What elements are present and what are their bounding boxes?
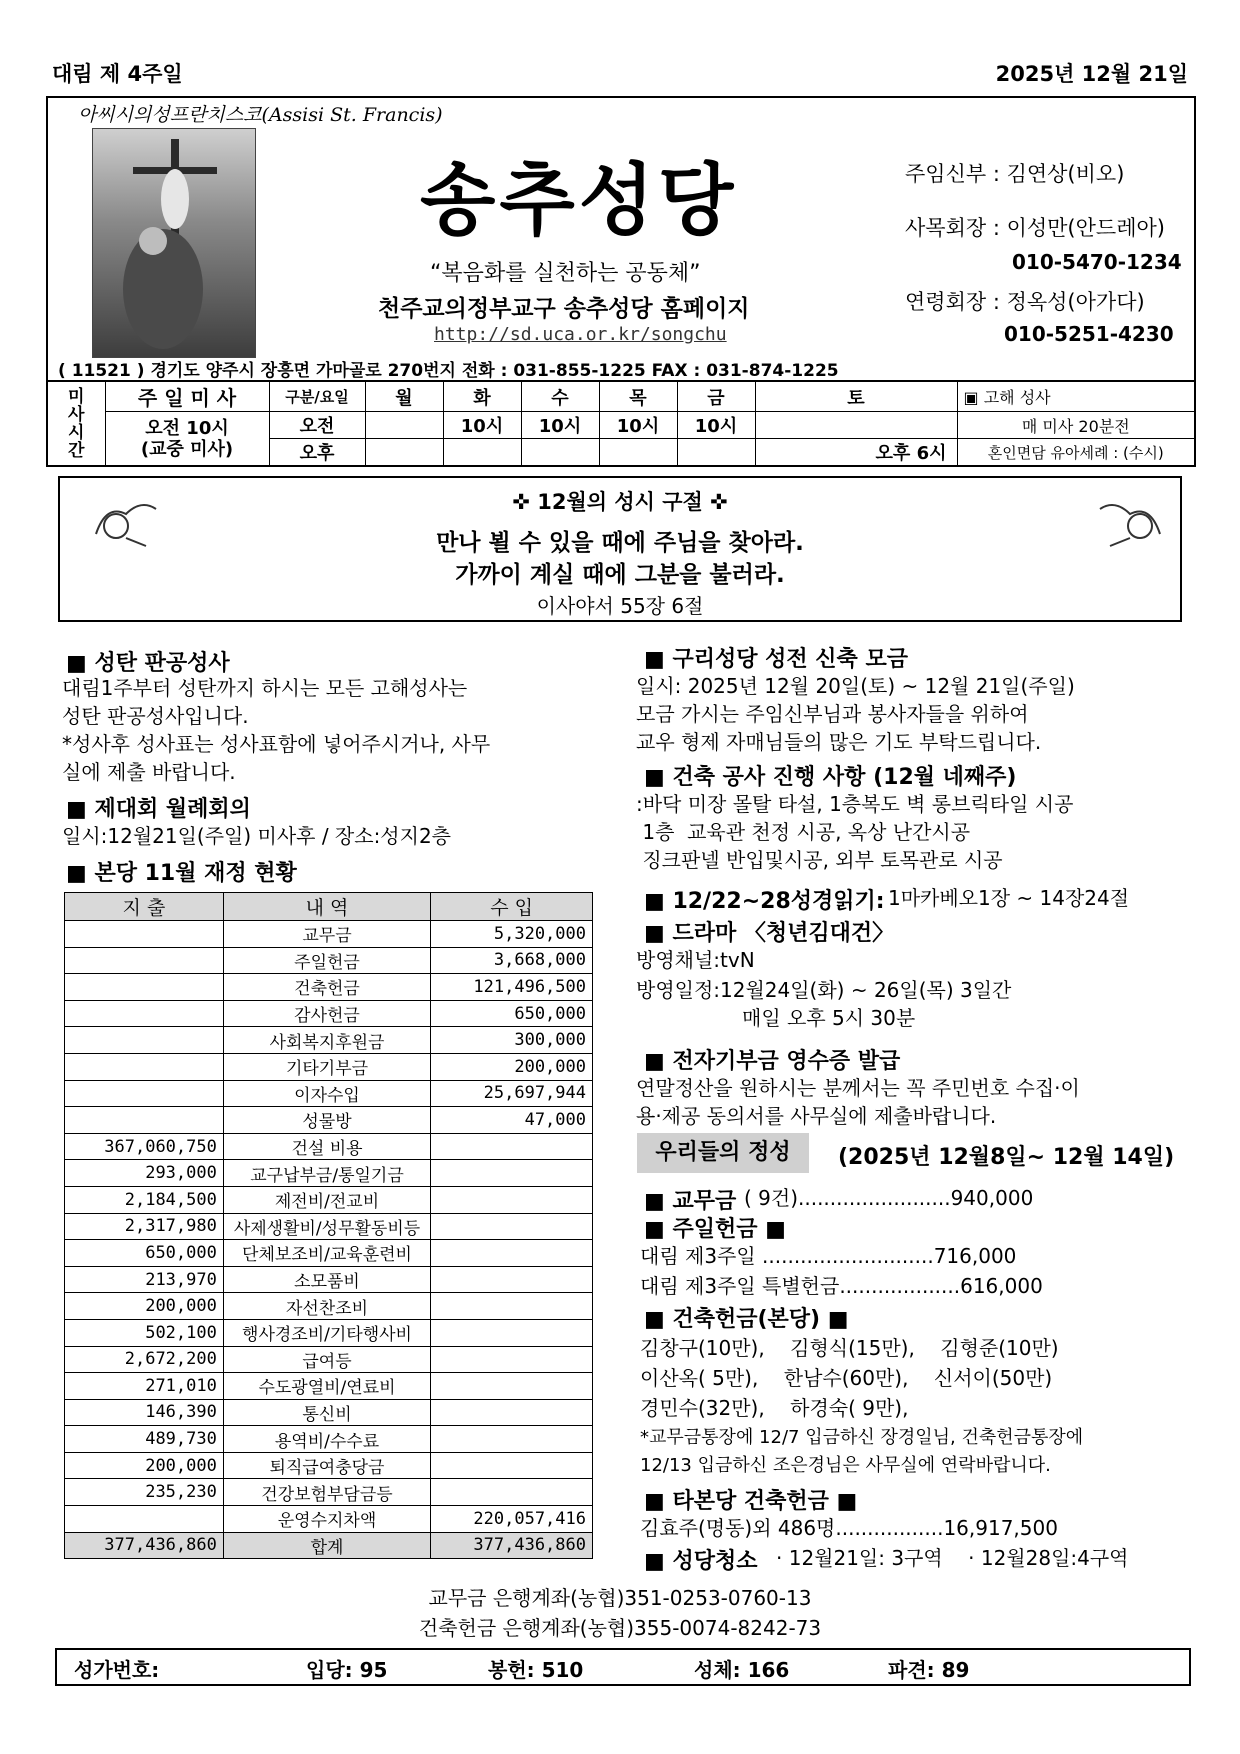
income-cell	[431, 1160, 593, 1187]
drama-heading: ■ 드라마 〈청년김대건〉	[644, 921, 895, 946]
finance-row	[65, 1080, 593, 1107]
finance-row	[65, 1319, 593, 1346]
expense-cell: 2,317,980	[65, 1213, 224, 1240]
income-cell: 300,000	[431, 1027, 593, 1054]
finance-row	[65, 1000, 593, 1027]
donation-receipt-heading: ■ 전자기부금 영수증 발급	[644, 1049, 901, 1074]
pm-thu	[599, 439, 677, 467]
finance-row	[65, 1506, 593, 1533]
expense-cell	[65, 974, 224, 1001]
item-cell: 건설 비용	[223, 1133, 430, 1160]
hymn-entrance: 입당: 95	[306, 1658, 388, 1682]
income-cell	[431, 1293, 593, 1320]
sunday-mass-time: 오전 10시 (교중 미사)	[105, 412, 269, 467]
saint-francis-image	[92, 128, 256, 358]
finance-table	[64, 892, 593, 1559]
income-cell	[431, 1373, 593, 1400]
weekday-header: 구분/요일	[269, 381, 365, 412]
item-cell: 건축헌금	[223, 974, 430, 1001]
finance-row	[65, 1133, 593, 1160]
income-cell	[431, 1319, 593, 1346]
parish-motto: “복음화를 실천하는 공동체”	[430, 261, 701, 286]
funeral-association-president: 연령회장 : 정옥성(아가다)	[905, 290, 1145, 314]
income-cell	[431, 1346, 593, 1373]
church-name: 송추성당	[420, 156, 738, 246]
item-cell: 사회복지후원금	[223, 1027, 430, 1054]
building-fund-heading: ■ 건축헌금(본당) ■	[644, 1307, 849, 1332]
expense-cell	[65, 1506, 224, 1533]
confession-time: 매 미사 20분전	[957, 412, 1195, 439]
pm-fri	[677, 439, 755, 467]
building-fund-note-1: *교무금통장에 12/7 입금하신 장경일님, 건축헌금통장에	[640, 1427, 1084, 1448]
expense-cell: 213,970	[65, 1266, 224, 1293]
finance-row	[65, 1027, 593, 1054]
finance-row	[65, 1346, 593, 1373]
am-mon	[365, 412, 443, 439]
finance-row	[65, 1160, 593, 1187]
construction-text-3: 징크판넬 반입및시공, 외부 토목관로 시공	[636, 848, 1003, 872]
item-cell: 급여등	[223, 1346, 430, 1373]
finance-row	[65, 1186, 593, 1213]
income-cell	[431, 1266, 593, 1293]
item-cell: 자선찬조비	[223, 1293, 430, 1320]
item-cell: 사제생활비/성무활동비등	[223, 1213, 430, 1240]
income-cell: 47,000	[431, 1107, 593, 1134]
item-cell: 운영수지차액	[223, 1506, 430, 1533]
expense-cell: 2,184,500	[65, 1186, 224, 1213]
item-cell: 제전비/전교비	[223, 1186, 430, 1213]
item-cell: 소모품비	[223, 1266, 430, 1293]
income-cell: 650,000	[431, 1000, 593, 1027]
expense-cell: 146,390	[65, 1399, 224, 1426]
finance-row	[65, 1399, 593, 1426]
expense-cell	[65, 1080, 224, 1107]
hymn-numbers-box	[55, 1648, 1191, 1686]
total-expense: 377,436,860	[65, 1532, 224, 1559]
diocese-homepage-label: 천주교의정부교구 송추성당 홈페이지	[378, 296, 750, 322]
finance-row	[65, 1240, 593, 1267]
expense-cell	[65, 1000, 224, 1027]
hymn-recessional: 파견: 89	[888, 1658, 970, 1682]
expense-cell: 271,010	[65, 1373, 224, 1400]
pm-tue	[443, 439, 521, 467]
day-wed: 수	[521, 381, 599, 412]
expense-header: 지 출	[65, 893, 224, 921]
building-fund-line-1: 김창구(10만), 김형식(15만), 김형준(10만)	[640, 1336, 1059, 1360]
construction-text-1: :바닥 미장 몰탈 타설, 1층복도 벽 롱브릭타일 시공	[636, 792, 1074, 816]
income-cell	[431, 1479, 593, 1506]
guri-fundraising-text-2: 모금 가시는 주임신부님과 봉사자들을 위하여	[636, 702, 1029, 726]
expense-cell	[65, 1107, 224, 1134]
pastor-name: 주임신부 : 김연상(비오)	[905, 162, 1125, 186]
verse-line-1: 만나 뵐 수 있을 때에 주님을 찾아라.	[436, 530, 804, 556]
am-thu: 10시	[599, 412, 677, 439]
other-parish-line: 김효주(명동)외 486명.................16,917,500	[640, 1516, 1058, 1540]
finance-row	[65, 974, 593, 1001]
income-cell: 200,000	[431, 1053, 593, 1080]
verse-line-2: 가까이 계실 때에 그분을 불러라.	[455, 562, 785, 588]
finance-row	[65, 947, 593, 974]
council-president: 사목회장 : 이성만(안드레아)	[905, 216, 1165, 240]
expense-cell: 293,000	[65, 1160, 224, 1187]
patron-saint: 아씨시의성프란치스코(Assisi St. Francis)	[78, 104, 443, 126]
finance-total-row	[65, 1532, 593, 1559]
expense-cell	[65, 947, 224, 974]
item-cell: 용역비/수수료	[223, 1426, 430, 1453]
drama-channel: 방영채널:tvN	[636, 948, 755, 972]
am-label: 오전	[269, 412, 365, 439]
hymn-label: 성가번호:	[74, 1658, 160, 1682]
church-address: ( 11521 ) 경기도 양주시 장흥면 가마골로 270번지 전화 : 031-855-1225 FAX : 031-874-1225	[58, 361, 839, 381]
finance-row	[65, 1452, 593, 1479]
mass-time-label: 미 사 시 간	[47, 381, 105, 466]
building-fund-line-2: 이산옥( 5만), 한남수(60만), 신서이(50만)	[640, 1366, 1053, 1390]
altar-meeting-text: 일시:12월21일(주일) 미사후 / 장소:성지2층	[62, 824, 451, 848]
item-cell: 통신비	[223, 1399, 430, 1426]
income-cell: 5,320,000	[431, 921, 593, 948]
income-cell	[431, 1399, 593, 1426]
item-cell: 성물방	[223, 1107, 430, 1134]
guri-fundraising-heading: ■ 구리성당 성전 신축 모금	[644, 647, 908, 672]
building-fund-line-3: 경민수(32만), 하경숙( 9만),	[640, 1396, 909, 1420]
sunday-mass-header: 주 일 미 사	[105, 381, 269, 412]
christmas-confession-text-4: 실에 제출 바랍니다.	[62, 760, 236, 784]
finance-row	[65, 1293, 593, 1320]
finance-row	[65, 1213, 593, 1240]
income-cell	[431, 1452, 593, 1479]
day-mon: 월	[365, 381, 443, 412]
income-cell: 121,496,500	[431, 974, 593, 1001]
other-parish-heading: ■ 타본당 건축헌금 ■	[644, 1489, 858, 1514]
building-bank-account: 건축헌금 은행계좌(농협)355-0074-8242-73	[418, 1616, 822, 1640]
total-label: 합계	[223, 1532, 430, 1559]
drama-schedule: 방영일정:12월24일(화) ~ 26일(목) 3일간	[636, 978, 1012, 1002]
hymn-communion: 성체: 166	[694, 1658, 790, 1682]
expense-cell: 650,000	[65, 1240, 224, 1267]
item-cell: 이자수입	[223, 1080, 430, 1107]
construction-heading: ■ 건축 공사 진행 사항 (12월 네째주)	[644, 765, 1017, 790]
am-wed: 10시	[521, 412, 599, 439]
finance-row	[65, 921, 593, 948]
income-cell	[431, 1426, 593, 1453]
finance-header-row	[65, 893, 593, 921]
crucifix-icon	[93, 129, 257, 359]
expense-cell: 235,230	[65, 1479, 224, 1506]
confession-title: ▣ 고해 성사	[957, 381, 1195, 412]
christmas-confession-text-1: 대림1주부터 성탄까지 하시는 모든 고해성사는	[62, 676, 468, 700]
kyomu-bank-account: 교무금 은행계좌(농협)351-0253-0760-13	[428, 1586, 812, 1610]
finance-row	[65, 1053, 593, 1080]
income-cell: 25,697,944	[431, 1080, 593, 1107]
building-fund-note-2: 12/13 입금하신 조은경님은 사무실에 연락바랍니다.	[640, 1455, 1051, 1476]
expense-cell	[65, 1027, 224, 1054]
am-fri: 10시	[677, 412, 755, 439]
income-cell: 220,057,416	[431, 1506, 593, 1533]
drama-time: 매일 오후 5시 30분	[742, 1006, 916, 1030]
item-cell: 단체보조비/교육훈련비	[223, 1240, 430, 1267]
construction-text-2: 1층 교육관 천정 시공, 옥상 난간시공	[636, 820, 971, 844]
offerings-tag: 우리들의 정성	[637, 1133, 809, 1173]
guri-fundraising-text-1: 일시: 2025년 12월 20일(토) ~ 12월 21일(주일)	[636, 674, 1075, 698]
income-cell	[431, 1133, 593, 1160]
sunday-offering-line-1: 대림 제3주일 ...........................716,000	[640, 1244, 1017, 1268]
consult-info: 혼인면담 유아세례 : (수시)	[957, 439, 1195, 467]
item-cell: 행사경조비/기타행사비	[223, 1319, 430, 1346]
christmas-confession-text-3: *성사후 성사표는 성사표함에 넣어주시거나, 사무	[62, 732, 491, 756]
item-cell: 감사헌금	[223, 1000, 430, 1027]
day-fri: 금	[677, 381, 755, 412]
cleaning-heading: ■ 성당청소	[644, 1549, 758, 1574]
day-tue: 화	[443, 381, 521, 412]
bulletin-date: 2025년 12월 21일	[995, 62, 1188, 86]
item-cell: 주일헌금	[223, 947, 430, 974]
cleaning-line: · 12월21일: 3구역 · 12월28일:4구역	[776, 1546, 1129, 1570]
expense-cell: 489,730	[65, 1426, 224, 1453]
finance-row	[65, 1426, 593, 1453]
income-cell	[431, 1213, 593, 1240]
donation-receipt-text-2: 용·제공 동의서를 사무실에 제출바랍니다.	[636, 1104, 997, 1128]
verse-title: ✜ 12월의 성시 구절 ✜	[512, 490, 728, 514]
expense-cell	[65, 921, 224, 948]
finance-row	[65, 1107, 593, 1134]
expense-cell: 200,000	[65, 1293, 224, 1320]
sunday-offering-heading: ■ 주일헌금 ■	[644, 1217, 786, 1242]
bible-reading-heading: ■ 12/22~28성경읽기:	[644, 889, 885, 914]
finance-row	[65, 1373, 593, 1400]
pm-sat: 오후 6시	[755, 439, 957, 467]
item-header: 내 역	[223, 893, 430, 921]
guri-fundraising-text-3: 교우 형제 자매님들의 많은 기도 부탁드립니다.	[636, 730, 1042, 754]
day-thu: 목	[599, 381, 677, 412]
donation-receipt-text-1: 연말정산을 원하시는 분께서는 꼭 주민번호 수집·이	[636, 1076, 1080, 1100]
day-sat: 토	[755, 381, 957, 412]
am-sat	[755, 412, 957, 439]
expense-cell: 502,100	[65, 1319, 224, 1346]
pm-mon	[365, 439, 443, 467]
income-header: 수 입	[431, 893, 593, 921]
item-cell: 교구납부금/통일기금	[223, 1160, 430, 1187]
income-cell	[431, 1186, 593, 1213]
altar-meeting-heading: ■ 제대회 월례회의	[66, 797, 251, 822]
christmas-confession-heading: ■ 성탄 판공성사	[66, 651, 230, 676]
kyomu-heading: ■ 교무금	[644, 1189, 737, 1214]
expense-cell: 200,000	[65, 1452, 224, 1479]
income-cell: 3,668,000	[431, 947, 593, 974]
income-cell	[431, 1240, 593, 1267]
pm-wed	[521, 439, 599, 467]
am-tue: 10시	[443, 412, 521, 439]
finance-heading: ■ 본당 11월 재정 현황	[66, 861, 297, 886]
hymn-offertory: 봉헌: 510	[488, 1658, 584, 1682]
kyomu-line: ( 9건)........................940,000	[744, 1186, 1034, 1210]
council-phone: 010-5470-1234	[1012, 250, 1182, 274]
verse-reference: 이사야서 55장 6절	[536, 594, 704, 618]
total-income: 377,436,860	[431, 1532, 593, 1559]
offerings-period: (2025년 12월8일~ 12월 14일)	[838, 1145, 1175, 1170]
item-cell: 퇴직급여충당금	[223, 1452, 430, 1479]
homepage-link[interactable]: http://sd.uca.or.kr/songchu	[434, 324, 727, 345]
item-cell: 건강보험부담금등	[223, 1479, 430, 1506]
funeral-association-phone: 010-5251-4230	[1004, 322, 1174, 346]
item-cell: 기타기부금	[223, 1053, 430, 1080]
christmas-confession-text-2: 성탄 판공성사입니다.	[62, 704, 249, 728]
expense-cell	[65, 1053, 224, 1080]
pm-label: 오후	[269, 439, 365, 467]
expense-cell: 367,060,750	[65, 1133, 224, 1160]
finance-row	[65, 1479, 593, 1506]
finance-row	[65, 1266, 593, 1293]
sunday-offering-line-2: 대림 제3주일 특별헌금...................616,000	[640, 1274, 1043, 1298]
bible-reading-text: 1마카베오1장 ~ 14장24절	[888, 886, 1130, 910]
mass-schedule-table	[46, 380, 1196, 467]
expense-cell: 2,672,200	[65, 1346, 224, 1373]
item-cell: 교무금	[223, 921, 430, 948]
item-cell: 수도광열비/연료비	[223, 1373, 430, 1400]
liturgical-season: 대림 제 4주일	[52, 62, 183, 86]
